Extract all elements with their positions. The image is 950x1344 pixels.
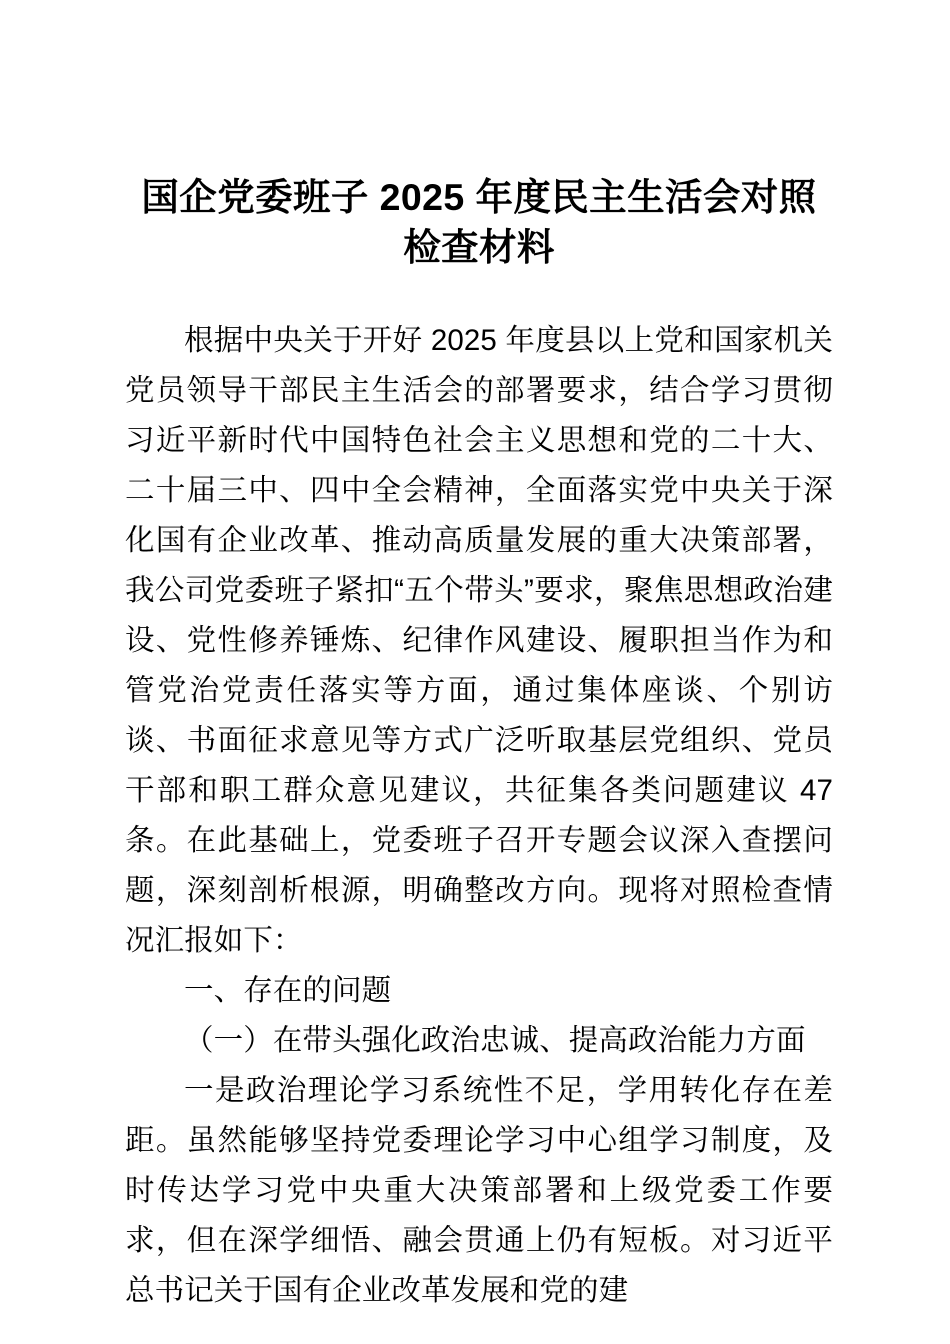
document-body xyxy=(125,316,833,1316)
page-content xyxy=(125,0,833,1316)
point-one-paragraph: 一是政治理论学习系统性不足，学用转化存在差距。虽然能够坚持党委理论学习中心组学习制度，及时传达学习党中央重大决策部署和上级党委工作要求，但在深学细悟、融会贯通上仍有短板。对习近平总书记关于国有企业改革发展和党的建 xyxy=(125,1074,833,1307)
intro-paragraph: 根据中央关于开好 2025 年度县以上党和国家机关党员领导干部民主生活会的部署要求，结合学习贯彻习近平新时代中国特色社会主义思想和党的二十大、二十届三中、四中全会精神，全面落实党中央关于深化国有企业改革、推动高质量发展的重大决策部署，我公司党委班子紧扣“五个带头”要求，聚焦思想政治建设、党性修养锤炼、纪律作风建设、履职担当作为和管党治党责任落实等方面，通过集体座谈、个别访谈、书面征求意见等方式广泛听取基层党组织、党员干部和职工群众意见建议，共征集各类问题建议 47 条。在此基础上，党委班子召开专题会议深入查摆问题，深刻剖析根源，明确整改方向。现将对照检查情况汇报如下： xyxy=(125,324,833,957)
subsection-heading-1-1: （一）在带头强化政治忠诚、提高政治能力方面 xyxy=(184,1024,806,1057)
section-heading-1: 一、存在的问题 xyxy=(184,974,392,1007)
page-title: 国企党委班子 2025 年度民主生活会对照检查材料 xyxy=(141,176,817,268)
